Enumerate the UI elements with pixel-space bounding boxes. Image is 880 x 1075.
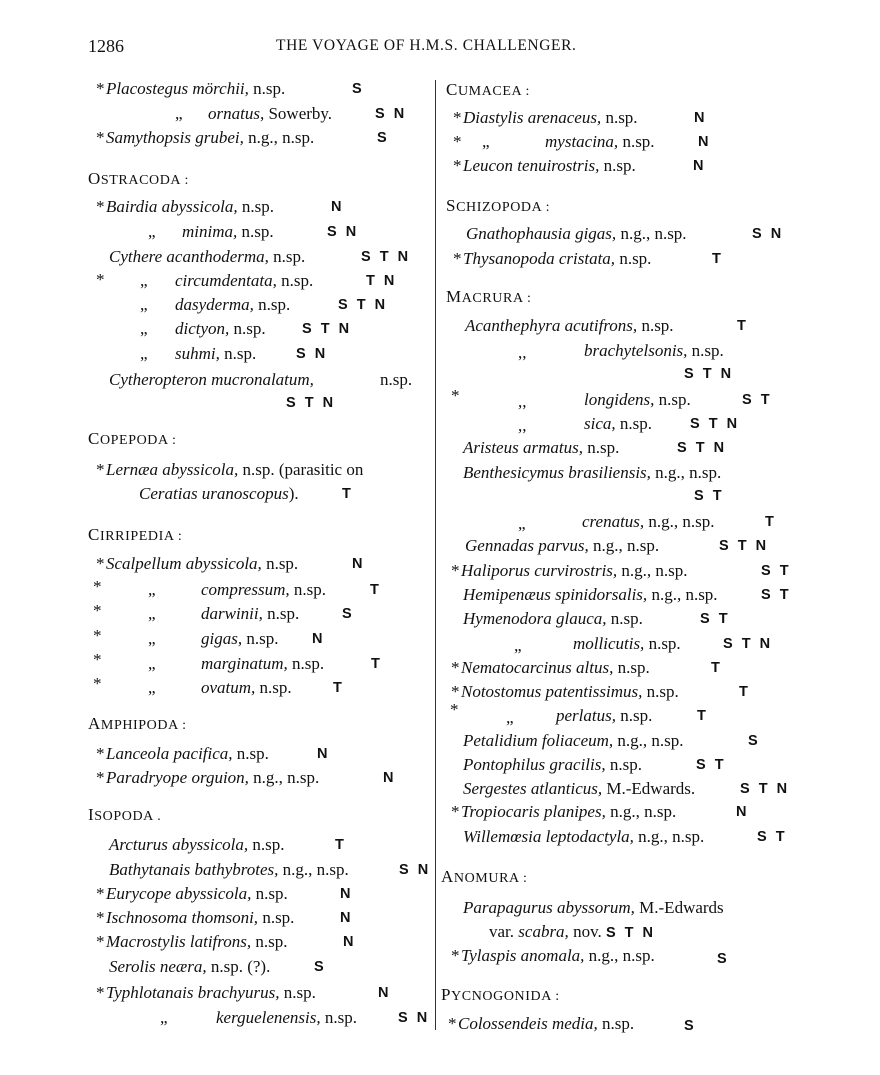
station-code: T	[765, 514, 777, 530]
species-entry: * Notostomus patentissimus, n.sp.	[451, 682, 679, 701]
section-heading-cumacea: CUMACEA :	[446, 80, 531, 99]
species-entry: compressum, n.sp.	[201, 580, 326, 599]
species-entry: ornatus, Sowerby.	[208, 104, 333, 123]
species-entry: Pontophilus gracilis, n.sp.	[463, 755, 642, 774]
species-entry: „	[140, 271, 148, 290]
species-entry: Gennadas parvus, n.g., n.sp.	[465, 536, 660, 555]
species-entry: * Paradryope orguion, n.g., n.sp.	[96, 768, 320, 787]
section-heading-copepoda: COPEPODA :	[88, 429, 177, 448]
species-entry: ,,	[518, 392, 527, 411]
species-entry: * Ischnosoma thomsoni, n.sp.	[96, 908, 295, 927]
station-code: N	[694, 110, 707, 126]
species-entry: Petalidium foliaceum, n.g., n.sp.	[463, 731, 684, 750]
station-code: S	[352, 81, 365, 97]
station-code: N	[693, 158, 706, 174]
species-entry: *	[96, 270, 105, 289]
station-code: S	[377, 130, 390, 146]
station-code: N	[312, 631, 325, 647]
species-entry: Benthesicymus brasiliensis, n.g., n.sp.	[463, 463, 722, 482]
page-number: 1286	[88, 36, 124, 56]
station-code: S T N	[302, 321, 352, 337]
species-entry: *	[93, 650, 102, 669]
species-entry: * Diastylis arenaceus, n.sp.	[453, 108, 638, 127]
section-heading-macrura: MACRURA :	[446, 287, 532, 306]
species-entry: darwinii, n.sp.	[201, 604, 300, 623]
species-entry: var. scabra, nov. S T N	[489, 922, 656, 941]
species-entry: ,,	[518, 343, 527, 362]
station-code: N	[343, 934, 356, 950]
species-entry: Ceratias uranoscopus).	[139, 484, 299, 503]
species-entry: gigas, n.sp.	[201, 629, 279, 648]
station-code: S T N	[677, 440, 727, 456]
station-code: S T	[742, 392, 773, 408]
species-entry: * Macrostylis latifrons, n.sp.	[96, 932, 288, 951]
species-entry: * Tylaspis anomala, n.g., n.sp.	[451, 946, 655, 965]
station-code: T	[371, 656, 383, 672]
station-code: S T	[761, 587, 792, 603]
species-entry: dasyderma, n.sp.	[175, 295, 291, 314]
station-code: N	[340, 886, 353, 902]
species-entry: Cytheropteron mucronalatum,	[109, 370, 314, 389]
species-entry: crenatus, n.g., n.sp.	[582, 512, 715, 531]
species-entry: ovatum, n.sp.	[201, 678, 292, 697]
station-code: T	[333, 680, 345, 696]
station-code: T N	[366, 273, 397, 289]
station-code: S T	[696, 757, 727, 773]
station-code: N	[352, 556, 365, 572]
species-entry: * Placostegus mörchii, n.sp.	[96, 79, 286, 98]
species-entry: „	[148, 678, 156, 697]
species-entry: Bathytanais bathybrotes, n.g., n.sp.	[109, 860, 349, 879]
species-entry: * Haliporus curvirostris, n.g., n.sp.	[451, 561, 688, 580]
station-code: N	[340, 910, 353, 926]
species-entry: Sergestes atlanticus, M.-Edwards.	[463, 779, 696, 798]
station-code: T	[370, 582, 382, 598]
station-code: N	[378, 985, 391, 1001]
species-entry: *	[93, 674, 102, 693]
species-entry: Acanthephyra acutifrons, n.sp.	[465, 316, 674, 335]
station-code: S N	[752, 226, 784, 242]
section-heading-ostracoda: OSTRACODA :	[88, 169, 189, 188]
station-code: S	[342, 606, 355, 622]
species-entry: *	[453, 132, 462, 151]
section-heading-cirripedia: CIRRIPEDIA :	[88, 525, 183, 544]
species-entry: „	[148, 629, 156, 648]
species-entry: Serolis neæra, n.sp. (?).	[109, 957, 271, 976]
species-entry: mollicutis, n.sp.	[573, 634, 681, 653]
species-entry: Aristeus armatus, n.sp.	[463, 438, 620, 457]
species-entry: „	[148, 222, 156, 241]
species-entry: * Thysanopoda cristata, n.sp.	[453, 249, 652, 268]
species-entry: „	[175, 104, 183, 123]
station-code: T	[342, 486, 354, 502]
species-entry: *	[93, 601, 102, 620]
species-entry: * Tropiocaris planipes, n.g., n.sp.	[451, 802, 677, 821]
species-entry: * Typhlotanais brachyurus, n.sp.	[96, 983, 316, 1002]
species-entry: suhmi, n.sp.	[175, 344, 257, 363]
species-entry: * Lernæa abyssicola, n.sp. (parasitic on	[96, 460, 364, 479]
station-code: S T N	[361, 249, 411, 265]
station-code: N	[331, 199, 344, 215]
species-entry: longidens, n.sp.	[584, 390, 691, 409]
species-entry: marginatum, n.sp.	[201, 654, 325, 673]
species-entry: *	[450, 700, 459, 719]
station-code: T	[711, 660, 723, 676]
station-code: N	[383, 770, 396, 786]
station-code: S N	[398, 1010, 430, 1026]
species-entry: *	[451, 386, 460, 405]
section-heading-isopoda: ISOPODA .	[88, 805, 162, 824]
station-code: S	[717, 951, 730, 967]
column-divider	[435, 80, 436, 1030]
species-entry: Hymenodora glauca, n.sp.	[463, 609, 643, 628]
species-entry: circumdentata, n.sp.	[175, 271, 314, 290]
species-entry: minima, n.sp.	[182, 222, 274, 241]
station-code: S	[314, 959, 327, 975]
station-code: T	[697, 708, 709, 724]
station-code: S T N	[338, 297, 388, 313]
station-code: S N	[296, 346, 328, 362]
species-entry: Gnathophausia gigas, n.g., n.sp.	[466, 224, 687, 243]
station-code: S T	[761, 563, 792, 579]
species-entry: * Eurycope abyssicola, n.sp.	[96, 884, 288, 903]
species-entry: brachytelsonis, n.sp.	[584, 341, 724, 360]
species-entry: Willemœsia leptodactyla, n.g., n.sp.	[463, 827, 705, 846]
station-code: S	[684, 1018, 697, 1034]
station-code: N	[736, 804, 749, 820]
species-entry: * Scalpellum abyssicola, n.sp.	[96, 554, 299, 573]
species-entry: „	[148, 580, 156, 599]
species-entry: perlatus, n.sp.	[556, 706, 653, 725]
section-heading-pycnogonida: PYCNOGONIDA :	[441, 985, 560, 1004]
species-entry: „	[148, 654, 156, 673]
species-entry: „	[514, 636, 522, 655]
running-title: THE VOYAGE OF H.M.S. CHALLENGER.	[276, 37, 577, 54]
species-entry: „	[482, 132, 490, 151]
species-entry: „	[148, 604, 156, 623]
species-entry: Hemipenæus spinidorsalis, n.g., n.sp.	[463, 585, 718, 604]
station-code: S T N	[719, 538, 769, 554]
station-code: S T	[694, 488, 725, 504]
species-entry: Arcturus abyssicola, n.sp.	[109, 835, 285, 854]
station-code: T	[737, 318, 749, 334]
species-entry: Parapagurus abyssorum, M.-Edwards	[463, 898, 724, 917]
species-entry: * Bairdia abyssicola, n.sp.	[96, 197, 274, 216]
species-entry: * Leucon tenuirostris, n.sp.	[453, 156, 636, 175]
species-entry: mystacina, n.sp.	[545, 132, 655, 151]
species-entry: „	[506, 708, 514, 727]
species-entry: „	[160, 1008, 168, 1027]
station-code: S T	[757, 829, 788, 845]
species-entry: * Samythopsis grubei, n.g., n.sp.	[96, 128, 315, 147]
station-code: S T N	[286, 395, 336, 411]
species-entry: „	[140, 295, 148, 314]
species-entry: * Colossendeis media, n.sp.	[448, 1014, 635, 1033]
station-code: T	[335, 837, 347, 853]
station-code: S T N	[723, 636, 773, 652]
section-heading-schizopoda: SCHIZOPODA :	[446, 196, 551, 215]
species-entry: sica, n.sp.	[584, 414, 653, 433]
station-code: N	[698, 134, 711, 150]
species-entry: „	[140, 344, 148, 363]
station-code: S T N	[690, 416, 740, 432]
species-entry: * Lanceola pacifica, n.sp.	[96, 744, 269, 763]
species-entry: „	[518, 514, 526, 533]
station-code: S T	[700, 611, 731, 627]
species-entry: n.sp.	[380, 370, 413, 389]
species-entry: „	[140, 319, 148, 338]
species-entry: dictyon, n.sp.	[175, 319, 266, 338]
section-heading-anomura: ANOMURA :	[441, 867, 528, 886]
station-code: S N	[327, 224, 359, 240]
species-entry: *	[93, 626, 102, 645]
species-entry: Cythere acanthoderma, n.sp.	[109, 247, 306, 266]
station-code: S T N	[740, 781, 790, 797]
station-code: T	[712, 251, 724, 267]
species-entry: kerguelenensis, n.sp.	[216, 1008, 358, 1027]
station-code: T	[739, 684, 751, 700]
station-code: S N	[375, 106, 407, 122]
species-entry: * Nematocarcinus altus, n.sp.	[451, 658, 650, 677]
species-entry: ,,	[518, 416, 527, 435]
station-code: S T N	[684, 366, 734, 382]
station-code: S	[748, 733, 761, 749]
station-code: S N	[399, 862, 431, 878]
station-code: N	[317, 746, 330, 762]
species-entry: *	[93, 577, 102, 596]
section-heading-amphipoda: AMPHIPODA :	[88, 714, 187, 733]
